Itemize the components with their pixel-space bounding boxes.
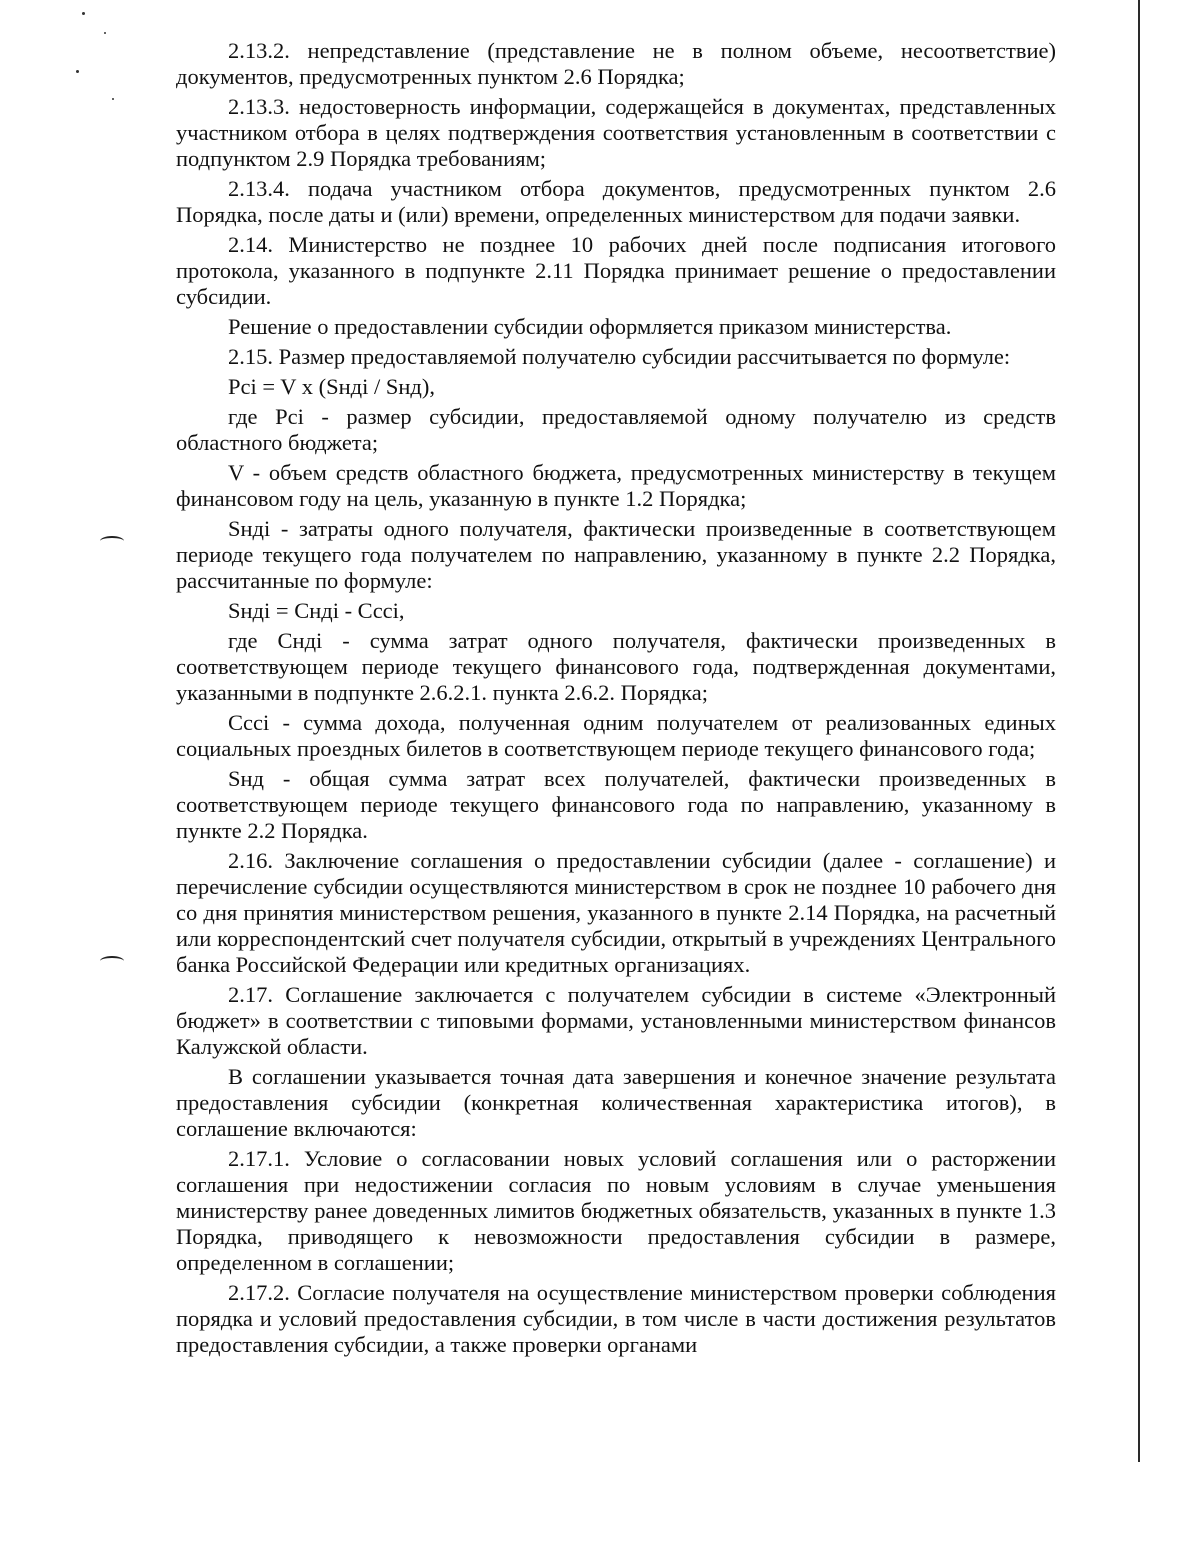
formula-sndi: Sндi = Cндi - Cсci, [228, 598, 405, 623]
definition-cndi: где Cндi - сумма затрат одного получателя, фактически произведенных в соответствующем периоде текущего финансового года, подтвержденная документами, указанными в подпункте 2.6.2.1. пункта 2.6.2. Порядка; [176, 628, 1056, 705]
definition-csci: Cсci - сумма дохода, полученная одним получателем от реализованных единых социальных проездных билетов в соответствующем периоде текущего финансового года; [176, 710, 1056, 761]
paragraph-agreement-terms: В соглашении указывается точная дата завершения и конечное значение результата предоставления субсидии (конкретная количественная характеристика итогов), в соглашение включаются: [176, 1064, 1056, 1141]
paragraph-2-13-4: 2.13.4. подача участником отбора документов, предусмотренных пунктом 2.6 Порядка, после даты и (или) времени, определенных министерством для подачи заявки. [176, 176, 1056, 227]
paragraph-2-13-3: 2.13.3. недостоверность информации, содержащейся в документах, представленных участником отбора в целях подтверждения соответствия установленным в соответствии с подпунктом 2.9 Порядка требованиям; [176, 94, 1056, 171]
scan-speck [82, 12, 85, 15]
paragraph-2-14: 2.14. Министерство не позднее 10 рабочих дней после подписания итогового протокола, указанного в подпункте 2.11 Порядка принимает решение о предоставлении субсидии. [176, 232, 1056, 309]
punch-hole-mark [100, 956, 124, 966]
definition-snd: Sнд - общая сумма затрат всех получателей, фактически произведенных в соответствующем периоде текущего финансового года по направлению, указанному в пункте 2.2 Порядка. [176, 766, 1056, 843]
punch-hole-mark [100, 536, 124, 546]
definition-sndi: Sндi - затраты одного получателя, фактически произведенные в соответствующем периоде текущего года получателем по направлению, указанному в пункте 2.2 Порядка, рассчитанные по формуле: [176, 516, 1056, 593]
paragraph-2-15: 2.15. Размер предоставляемой получателю субсидии рассчитывается по формуле: [228, 344, 1011, 369]
scan-edge-line [1138, 0, 1140, 1462]
definition-pci: где Pci - размер субсидии, предоставляемой одному получателю из средств областного бюджета; [176, 404, 1056, 455]
paragraph-2-17-1: 2.17.1. Условие о согласовании новых условий соглашения или о расторжении соглашения при недостижении согласия по новым условиям в случае уменьшения министерству ранее доведенных лимитов бюджетных обязательств, указанных в пункте 1.3 Порядка, приводящего к невозможности предоставления субсидии в размере, определенном в соглашении; [176, 1146, 1056, 1275]
scan-speck [112, 98, 114, 100]
scan-speck [104, 32, 106, 34]
paragraph-2-17: 2.17. Соглашение заключается с получателем субсидии в системе «Электронный бюджет» в соответствии с типовыми формами, установленными министерством финансов Калужской области. [176, 982, 1056, 1059]
paragraph-2-13-2: 2.13.2. непредставление (представление не в полном объеме, несоответствие) документов, предусмотренных пунктом 2.6 Порядка; [176, 38, 1056, 89]
definition-v: V - объем средств областного бюджета, предусмотренных министерству в текущем финансовом году на цель, указанную в пункте 1.2 Порядка; [176, 460, 1056, 511]
paragraph-decision: Решение о предоставлении субсидии оформляется приказом министерства. [228, 314, 952, 339]
paragraph-2-17-2: 2.17.2. Согласие получателя на осуществление министерством проверки соблюдения порядка и условий предоставления субсидии, в том числе в части достижения результатов предоставления субсидии, а также проверки органами [176, 1280, 1056, 1357]
paragraph-2-16: 2.16. Заключение соглашения о предоставлении субсидии (далее - соглашение) и перечисление субсидии осуществляются министерством в срок не позднее 10 рабочего дня со дня принятия министерством решения, указанного в пункте 2.14 Порядка, на расчетный или корреспондентский счет получателя субсидии, открытый в учреждениях Центрального банка Российской Федерации или кредитных организациях. [176, 848, 1056, 977]
document-body [176, 38, 1056, 1362]
formula-pci: Pci = V x (Sндi / Sнд), [228, 374, 435, 399]
scan-speck [76, 70, 79, 73]
